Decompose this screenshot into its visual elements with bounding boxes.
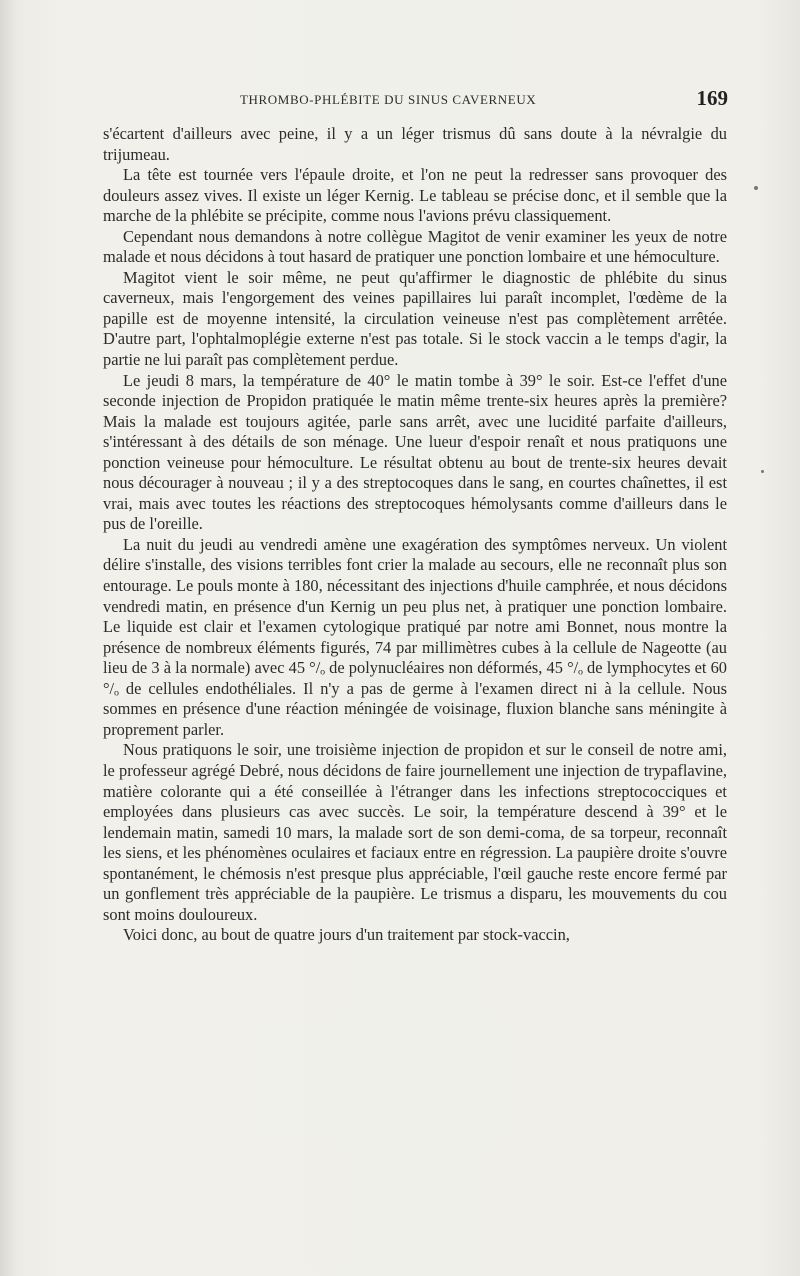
paragraph: Le jeudi 8 mars, la température de 40° le matin tombe à 39° le soir. Est-ce l'effet d'une seconde injection de Propidon pratiquée le matin même trente-six heures après la première? Mais la malade est toujours agitée, parle sans arrêt, avec une lucidité parfaite d'ailleurs, s'intéressant à des détails de son ménage. Une lueur d'espoir renaît et nous pratiquons une ponction veineuse pour hémoculture. Le résultat obtenu au bout de trente-six heures devait nous décourager à nouveau ; il y a des streptocoques dans le sang, en courtes chaînettes, il est vrai, mais avec toutes les réactions des streptocoques hémolysants comme d'ailleurs dans le pus de l'oreille.	[103, 370, 727, 534]
paragraph: Nous pratiquons le soir, une troisième injection de propidon et sur le conseil de notre ami, le professeur agrégé Debré, nous décidons de faire journellement une injection de trypaflavine, matière colorante qui a été conseillée à l'étranger dans les infections streptococciques et employées dans plusieurs cas avec succès. Le soir, la température descend à 39° et le lendemain matin, samedi 10 mars, la malade sort de son demi-coma, de sa torpeur, reconnaît les siens, et les phénomènes oculaires et faciaux entre en régression. La paupière droite s'ouvre spontanément, le chémosis n'est presque plus appréciable, l'œil gauche reste encore fermé par un gonflement très appréciable de la paupière. Le trismus a disparu, les mouvements du cou sont moins douloureux.	[103, 740, 727, 924]
paragraph: La tête est tournée vers l'épaule droite, et l'on ne peut la redresser sans provoquer des douleurs assez vives. Il existe un léger Kernig. Le tableau se précise donc, et il semble que la marche de la phlébite se précipite, comme nous l'avions prévu classiquement.	[103, 165, 727, 226]
page-number: 169	[696, 86, 728, 110]
paragraph-last: Voici donc, au bout de quatre jours d'un traitement par stock-vaccin,	[123, 925, 570, 945]
body-text	[103, 124, 727, 946]
paragraph: Cependant nous demandons à notre collègue Magitot de venir examiner les yeux de notre malade et nous décidons à tout hasard de pratiquer une ponction lombaire et une hémoculture.	[103, 226, 727, 267]
paper-speck	[761, 470, 764, 473]
page-header	[100, 86, 730, 116]
paragraph: La nuit du jeudi au vendredi amène une exagération des symptômes nerveux. Un violent délire s'installe, des visions terribles font crier la malade au secours, elle ne reconnaît plus son entourage. Le pouls monte à 180, nécessitant des injections d'huile camphrée, et nous décidons vendredi matin, en présence d'un Kernig un peu plus net, à pratiquer une ponction lombaire. Le liquide est clair et l'examen cytologique pratiqué par notre ami Bonnet, nous montre la présence de nombreux éléments figurés, 74 par millimètres cubes à la cellule de Nageotte (au lieu de 3 à la normale) avec 45 °/ₒ de polynucléaires non déformés, 45 °/ₒ de lymphocytes et 60 °/ₒ de cellules endothéliales. Il n'y a pas de germe à l'examen direct ni à la cellule. Nous sommes en présence d'une réaction méningée de voisinage, fluxion blanche sans méningite à proprement parler.	[103, 534, 727, 739]
paragraph-continued: s'écartent d'ailleurs avec peine, il y a un léger trismus dû sans doute à la névralgie du trijumeau.	[103, 124, 727, 164]
running-title: THROMBO-PHLÉBITE DU SINUS CAVERNEUX	[240, 92, 537, 107]
paper-speck	[754, 186, 758, 190]
paragraph: Magitot vient le soir même, ne peut qu'affirmer le diagnostic de phlébite du sinus caverneux, mais l'engorgement des veines papillaires lui paraît incomplet, l'œdème de la papille est de moyenne intensité, la circulation veineuse n'est pas complètement arrêtée. D'autre part, l'ophtalmoplégie externe n'est pas totale. Si le stock vaccin a le temps d'agir, la partie ne lui paraît pas complètement perdue.	[103, 267, 727, 370]
